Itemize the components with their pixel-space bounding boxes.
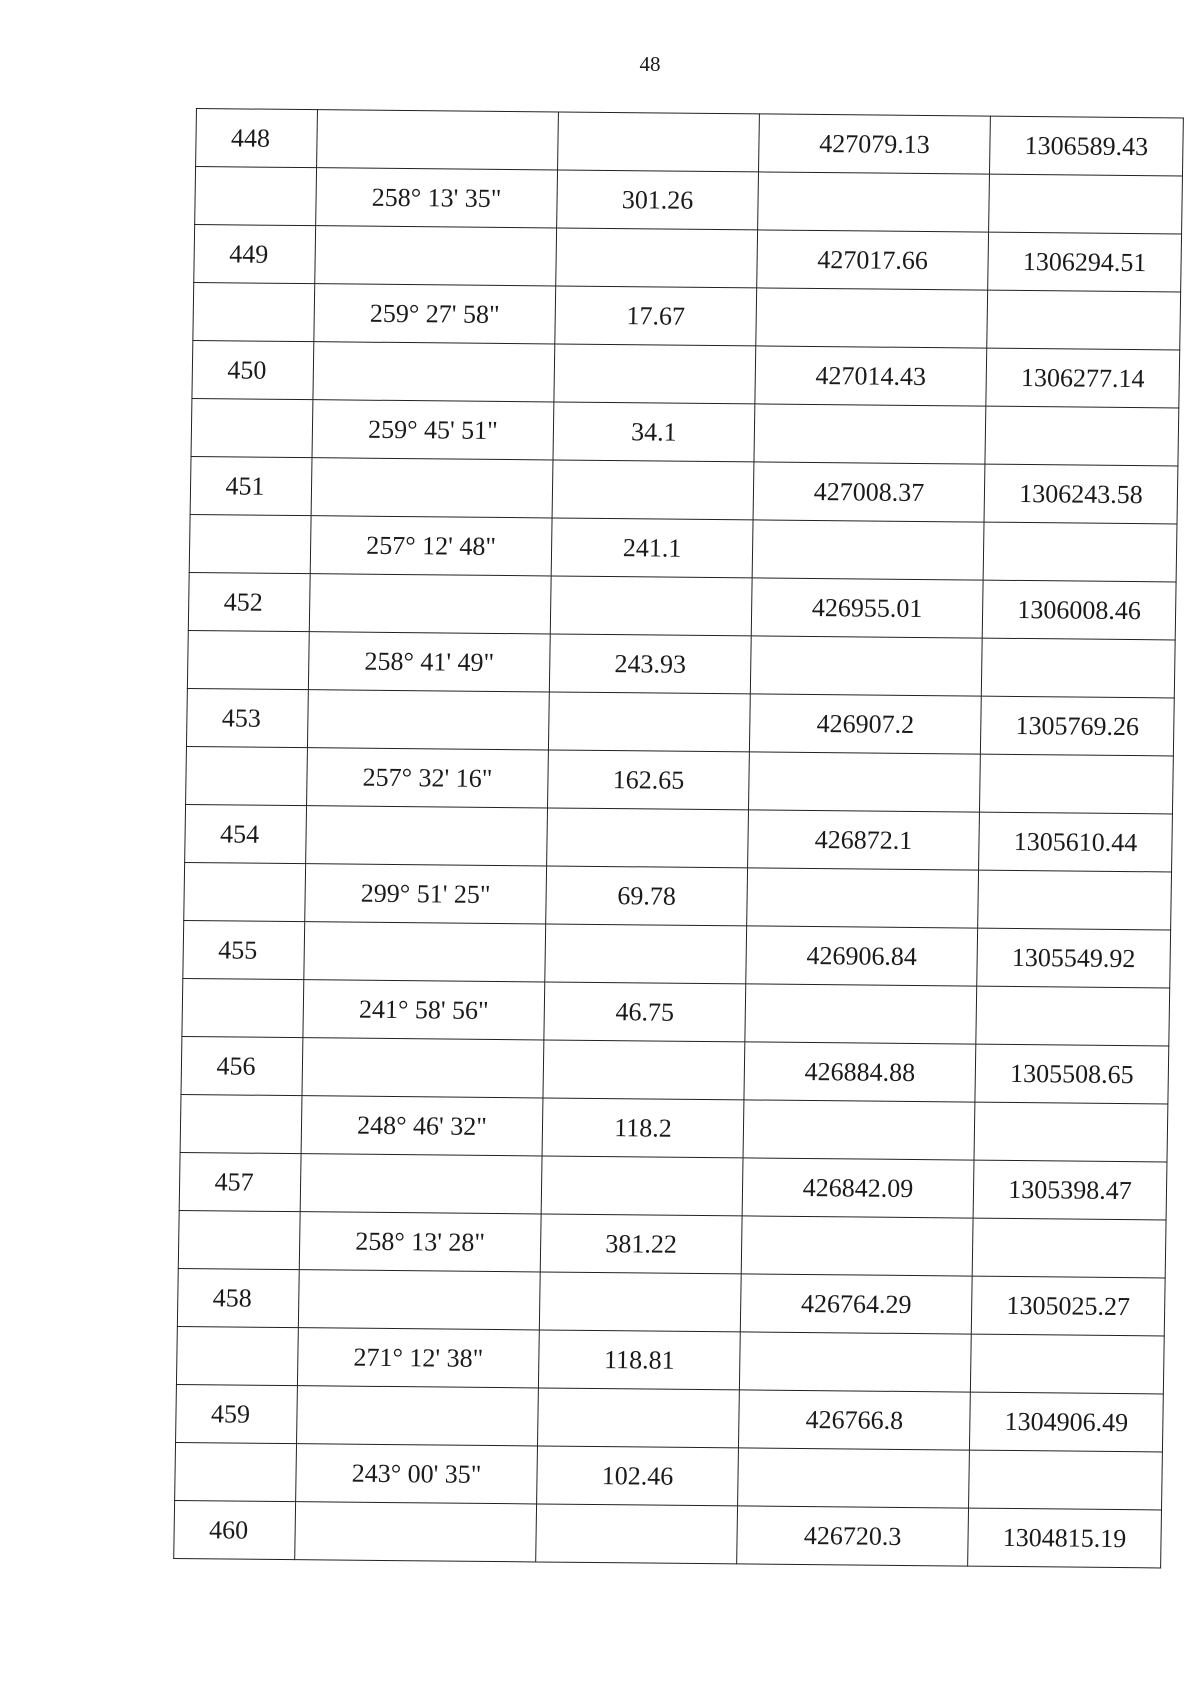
distance-cell: 301.26 [557, 170, 759, 230]
table-row [195, 167, 1183, 234]
station-cell: 449 [194, 225, 316, 284]
northing-cell [738, 1448, 970, 1508]
bearing-cell: 257° 12' 48" [310, 516, 552, 576]
easting-cell: 1306008.46 [982, 580, 1176, 640]
bearing-cell [317, 110, 559, 170]
bearing-cell [306, 806, 548, 866]
station-cell: 457 [179, 1152, 301, 1211]
distance-cell [556, 228, 758, 288]
easting-cell: 1305769.26 [980, 696, 1174, 756]
northing-cell [758, 172, 990, 232]
station-cell: 456 [181, 1036, 303, 1095]
table-row [190, 456, 1178, 523]
easting-cell: 1306589.43 [989, 116, 1183, 176]
easting-cell: 1305508.65 [975, 1044, 1169, 1104]
easting-cell [970, 1334, 1164, 1394]
table-row [180, 1094, 1168, 1161]
station-cell: 460 [174, 1500, 296, 1559]
easting-cell: 1305398.47 [973, 1160, 1167, 1220]
station-cell [193, 283, 315, 342]
table-row [187, 630, 1175, 697]
table-row [186, 746, 1174, 813]
easting-cell: 1306294.51 [988, 232, 1182, 292]
northing-cell [756, 288, 988, 348]
coordinate-table-wrapper [173, 108, 1178, 1568]
table-row [194, 225, 1182, 292]
northing-cell: 427008.37 [753, 462, 985, 522]
northing-cell: 426906.84 [746, 926, 978, 986]
northing-cell [748, 752, 980, 812]
page-number: 48 [639, 52, 661, 76]
easting-cell [976, 986, 1170, 1046]
station-cell [187, 630, 309, 689]
distance-cell [558, 112, 760, 172]
table-row [174, 1500, 1162, 1567]
table-row [176, 1384, 1164, 1451]
northing-cell [752, 520, 984, 580]
station-cell [182, 978, 304, 1037]
bearing-cell: 258° 41' 49" [308, 632, 550, 692]
northing-cell: 427017.66 [757, 230, 989, 290]
station-cell [189, 514, 311, 573]
northing-cell [754, 404, 986, 464]
bearing-cell: 248° 46' 32" [301, 1096, 543, 1156]
easting-cell [979, 754, 1173, 814]
easting-cell [985, 406, 1179, 466]
northing-cell: 427014.43 [755, 346, 987, 406]
station-cell [175, 1442, 297, 1501]
table-row [193, 283, 1181, 350]
table-row [179, 1152, 1167, 1219]
table-row [192, 340, 1180, 407]
distance-cell: 34.1 [553, 402, 755, 462]
distance-cell: 69.78 [546, 866, 748, 926]
northing-cell: 426766.8 [738, 1390, 970, 1450]
station-cell: 452 [188, 572, 310, 631]
station-cell: 454 [185, 804, 307, 863]
coordinate-table-body [174, 109, 1184, 1568]
easting-cell: 1306243.58 [984, 464, 1178, 524]
table-row [191, 398, 1179, 465]
station-cell [176, 1326, 298, 1385]
bearing-cell: 257° 32' 16" [307, 748, 549, 808]
northing-cell: 426884.88 [744, 1042, 976, 1102]
bearing-cell: 241° 58' 56" [303, 980, 545, 1040]
bearing-cell [302, 1038, 544, 1098]
station-cell [184, 862, 306, 921]
bearing-cell [298, 1270, 540, 1330]
bearing-cell: 259° 45' 51" [312, 400, 554, 460]
easting-cell [981, 638, 1175, 698]
station-cell: 458 [177, 1268, 299, 1327]
station-cell [191, 398, 313, 457]
station-cell [180, 1094, 302, 1153]
distance-cell: 46.75 [544, 982, 746, 1042]
northing-cell [739, 1332, 971, 1392]
distance-cell: 17.67 [555, 286, 757, 346]
distance-cell: 243.93 [549, 634, 751, 694]
station-cell [186, 746, 308, 805]
northing-cell [747, 868, 979, 928]
table-row [186, 688, 1174, 755]
bearing-cell [309, 574, 551, 634]
northing-cell: 426872.1 [748, 810, 980, 870]
distance-cell [541, 1156, 743, 1216]
distance-cell [554, 344, 756, 404]
table-row [177, 1268, 1165, 1335]
station-cell: 455 [183, 920, 305, 979]
bearing-cell [311, 458, 553, 518]
station-cell [178, 1210, 300, 1269]
table-row [182, 978, 1170, 1045]
northing-cell [745, 984, 977, 1044]
northing-cell: 426955.01 [751, 578, 983, 638]
distance-cell: 381.22 [540, 1214, 742, 1274]
bearing-cell [297, 1386, 539, 1446]
table-row [185, 804, 1173, 871]
table-row [181, 1036, 1169, 1103]
bearing-cell [295, 1502, 537, 1562]
northing-cell: 426720.3 [737, 1506, 969, 1566]
bearing-cell: 243° 00' 35" [296, 1444, 538, 1504]
northing-cell [750, 636, 982, 696]
station-cell: 451 [190, 456, 312, 515]
distance-cell [548, 692, 750, 752]
bearing-cell: 299° 51' 25" [305, 864, 547, 924]
easting-cell [989, 174, 1183, 234]
table-row [178, 1210, 1166, 1277]
bearing-cell: 271° 12' 38" [297, 1328, 539, 1388]
table-row [183, 920, 1171, 987]
distance-cell [550, 576, 752, 636]
bearing-cell [300, 1154, 542, 1214]
distance-cell: 102.46 [537, 1446, 739, 1506]
distance-cell [552, 460, 754, 520]
distance-cell: 118.2 [542, 1098, 744, 1158]
distance-cell: 162.65 [548, 750, 750, 810]
table-row [176, 1326, 1164, 1393]
distance-cell: 118.81 [538, 1330, 740, 1390]
table-row [175, 1442, 1163, 1509]
easting-cell: 1304906.49 [969, 1392, 1163, 1452]
station-cell: 450 [192, 340, 314, 399]
table-row [189, 514, 1177, 581]
table-row [188, 572, 1176, 639]
northing-cell: 426764.29 [740, 1274, 972, 1334]
easting-cell: 1306277.14 [986, 348, 1180, 408]
distance-cell [539, 1272, 741, 1332]
easting-cell [969, 1450, 1163, 1510]
station-cell: 453 [186, 688, 308, 747]
easting-cell: 1304815.19 [968, 1508, 1162, 1568]
station-cell [195, 167, 317, 226]
bearing-cell [315, 226, 557, 286]
distance-cell [536, 1504, 738, 1564]
table-row [196, 109, 1184, 176]
easting-cell: 1305025.27 [971, 1276, 1165, 1336]
bearing-cell [307, 690, 549, 750]
station-cell: 459 [176, 1384, 298, 1443]
coordinate-table [173, 108, 1184, 1568]
easting-cell [974, 1102, 1168, 1162]
bearing-cell: 258° 13' 28" [299, 1212, 541, 1272]
distance-cell [537, 1388, 739, 1448]
easting-cell [978, 870, 1172, 930]
northing-cell [743, 1100, 975, 1160]
table-row [184, 862, 1172, 929]
bearing-cell [313, 342, 555, 402]
northing-cell [741, 1216, 973, 1276]
easting-cell: 1305549.92 [977, 928, 1171, 988]
northing-cell: 427079.13 [759, 114, 991, 174]
distance-cell [543, 1040, 745, 1100]
northing-cell: 426907.2 [749, 694, 981, 754]
bearing-cell: 259° 27' 58" [314, 284, 556, 344]
bearing-cell [304, 922, 546, 982]
station-cell: 448 [196, 109, 318, 168]
bearing-cell: 258° 13' 35" [316, 168, 558, 228]
northing-cell: 426842.09 [742, 1158, 974, 1218]
easting-cell [983, 522, 1177, 582]
easting-cell: 1305610.44 [979, 812, 1173, 872]
easting-cell [987, 290, 1181, 350]
distance-cell [547, 808, 749, 868]
distance-cell [545, 924, 747, 984]
distance-cell: 241.1 [551, 518, 753, 578]
easting-cell [972, 1218, 1166, 1278]
